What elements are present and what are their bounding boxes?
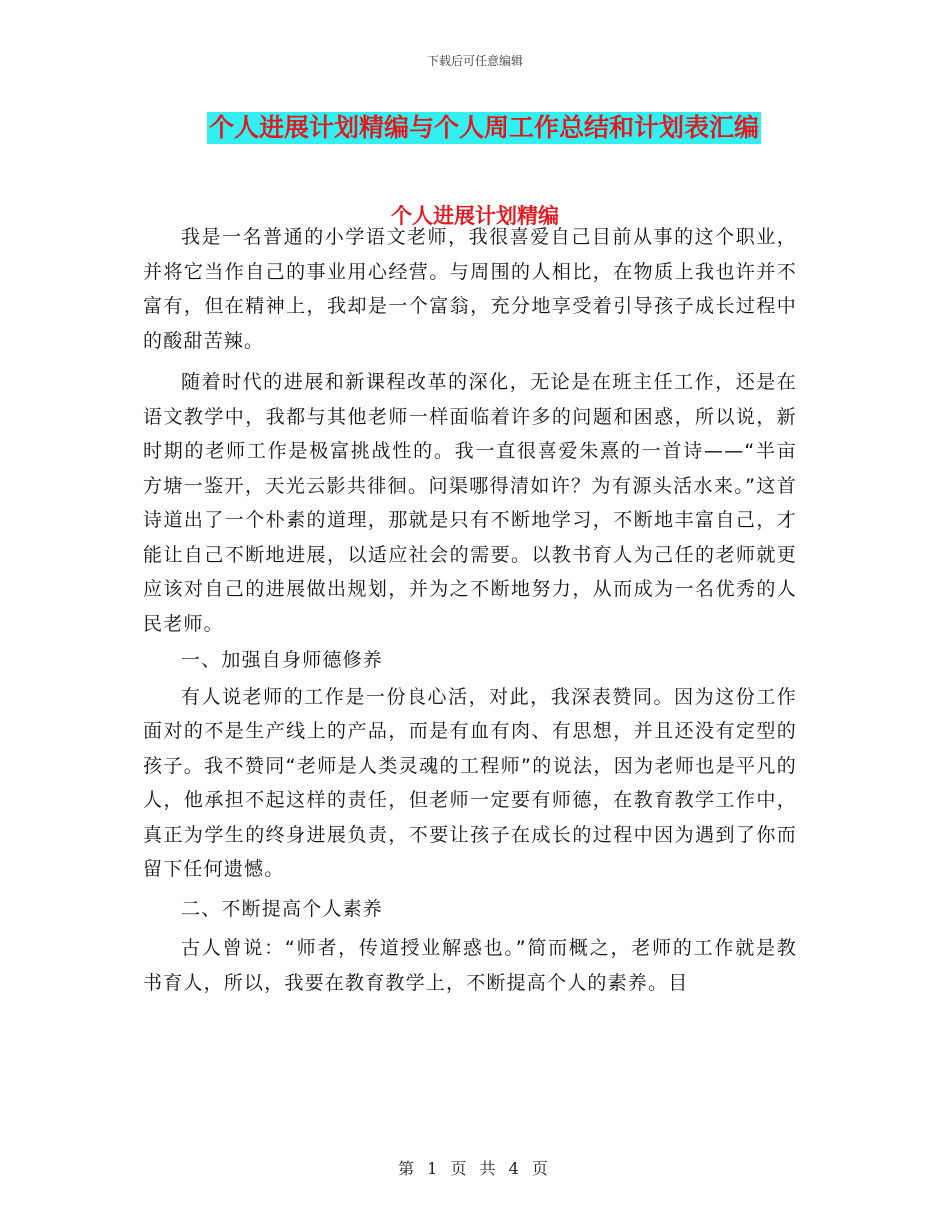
page-number-footer: 第 1 页 共 4 页 bbox=[398, 1159, 552, 1178]
paragraph-quality: 古人曾说：“师者，传道授业解惑也。”简而概之，老师的工作就是教书育人，所以，我要在教育教学上，不断提高个人的素养。目 bbox=[143, 937, 797, 994]
heading-ethics: 一、加强自身师德修养 bbox=[181, 649, 384, 671]
heading-quality: 二、不断提高个人素养 bbox=[181, 897, 384, 920]
paragraph-intro: 我是一名普通的小学语文老师，我很喜爱自己目前从事的这个职业，并将它当作自己的事业用心经营。与周围的人相比，在物质上我也许并不富有，但在精神上，我却是一个富翁，充分地享受着引导孩子成长过程中的酸甜苦辣。 bbox=[143, 226, 797, 352]
document-body bbox=[143, 220, 797, 1000]
page-header-note: 下载后可任意编辑 bbox=[426, 54, 523, 68]
document-main-title: 个人进展计划精编与个人周工作总结和计划表汇编 bbox=[209, 113, 760, 142]
paragraph-reform: 随着时代的进展和新课程改革的深化，无论是在班主任工作，还是在语文教学中，我都与其他老师一样面临着许多的问题和困惑，所以说，新时期的老师工作是极富挑战性的。我一直很喜爱朱熹的一首诗——“半亩方塘一鉴开，天光云影共徘徊。问渠哪得清如许？为有源头活水来。”这首诗道出了一个朴素的道理，那就是只有不断地学习，不断地丰富自己，才能让自己不断地进展，以适应社会的需要。以教书育人为己任的老师就更应该对自己的进展做出规划，并为之不断地努力，从而成为一名优秀的人民老师。 bbox=[143, 371, 797, 635]
paragraph-ethics: 有人说老师的工作是一份良心活，对此，我深表赞同。因为这份工作面对的不是生产线上的产品，而是有血有肉、有思想，并且还没有定型的孩子。我不赞同“老师是人类灵魂的工程师”的说法，因为老师也是平凡的人，他承担不起这样的责任，但老师一定要有师德，在教育教学工作中，真正为学生的终身进展负责，不要让孩子在成长的过程中因为遇到了你而留下任何遗憾。 bbox=[143, 685, 797, 880]
section-title: 个人进展计划精编 bbox=[391, 204, 559, 228]
